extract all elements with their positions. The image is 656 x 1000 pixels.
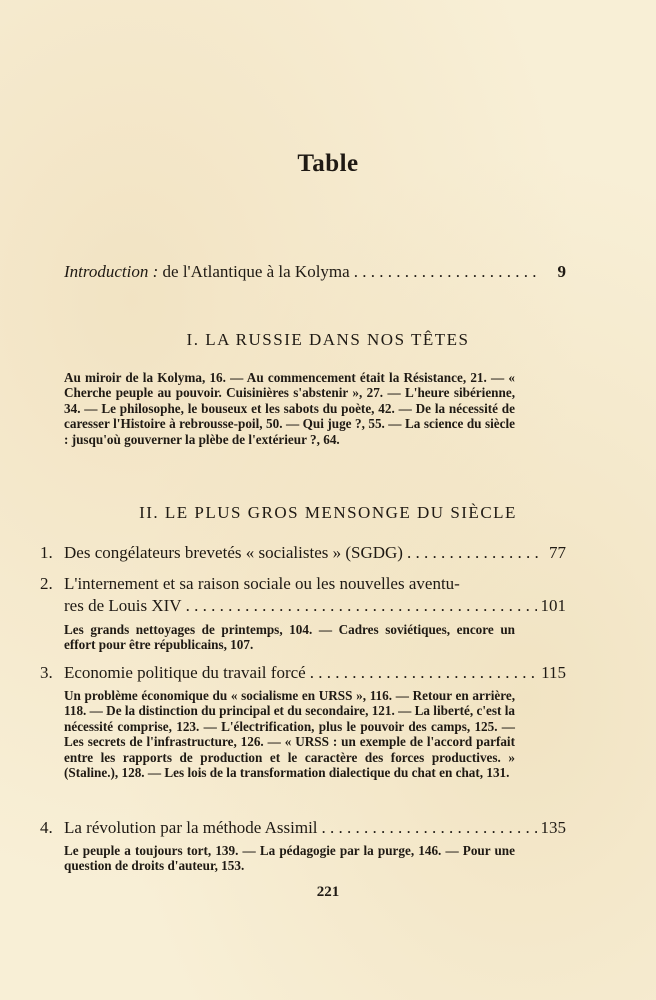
chapter-title: Economie politique du travail forcé bbox=[64, 663, 306, 682]
toc-entry-chapter-3 bbox=[40, 662, 566, 684]
chapter-4-summary: Le peuple a toujours tort, 139. — La pédagogie par la purge, 146. — Pour une question de droits d'auteur, 153. bbox=[64, 843, 515, 874]
part-1-heading: I. LA RUSSIE DANS NOS TÊTES bbox=[186, 330, 470, 349]
intro-label-italic: Introduction : bbox=[64, 262, 159, 281]
chapter-number: 4. bbox=[40, 818, 53, 837]
chapter-2-summary: Les grands nettoyages de printemps, 104. — Cadres soviétiques, encore un effort pour être républicains, 107. bbox=[64, 622, 515, 653]
toc-entry-chapter-1 bbox=[40, 542, 566, 564]
toc-entry-chapter-2 bbox=[40, 573, 566, 617]
chapter-number: 3. bbox=[40, 663, 53, 682]
page-number: 221 bbox=[316, 884, 340, 900]
chapter-page-number: 135 bbox=[540, 818, 566, 837]
intro-label: de l'Atlantique à la Kolyma bbox=[162, 262, 350, 281]
leader-dots bbox=[322, 817, 537, 839]
part-2-heading: II. LE PLUS GROS MENSONGE DU SIÈCLE bbox=[139, 503, 517, 522]
leader-dots bbox=[407, 542, 538, 564]
chapter-number: 1. bbox=[40, 543, 53, 562]
toc-entry-chapter-4 bbox=[40, 817, 566, 839]
chapter-title: Des congélateurs brevetés « socialistes » (SGDG) bbox=[64, 543, 403, 562]
chapter-title-line-1: L'internement et sa raison sociale ou les nouvelles aventu- bbox=[64, 574, 460, 593]
part-1-summary: Au miroir de la Kolyma, 16. — Au commencement était la Résistance, 21. — « Cherche peuple au pouvoir. Cuisinières s'abstenir », 27. — L'heure sibérienne, 34. — Le philosophe, le bouseux et les sabots du poète, 42. — De la nécessité de caresser l'Histoire à rebrousse-poil, 50. — Qui juge ?, 55. — La science du siècle : jusqu'où gouverner la plèbe de l'extérieur ?, 64. bbox=[64, 370, 515, 447]
page-title: Table bbox=[297, 150, 359, 177]
leader-dots bbox=[310, 662, 537, 684]
leader-dots bbox=[354, 262, 538, 282]
chapter-number: 2. bbox=[40, 574, 53, 593]
chapter-3-summary: Un problème économique du « socialisme en URSS », 116. — Retour en arrière, 118. — De la distinction du principal et du secondaire, 121. — La liberté, c'est la nécessité comprise, 123. — L'électrification, plus le pouvoir des camps, 125. — Les secrets de l'infrastructure, 126. — « URSS : un exemple de l'accord parfait entre les rapports de production et le caractère des forces productives. » (Staline.), 128. — Les lois de la transformation dialectique du chat en chat, 131. bbox=[64, 688, 515, 781]
leader-dots bbox=[186, 595, 537, 617]
toc-entry-introduction bbox=[64, 262, 566, 282]
intro-page-number: 9 bbox=[557, 262, 566, 281]
chapter-page-number: 77 bbox=[549, 543, 566, 562]
chapter-page-number: 101 bbox=[540, 596, 566, 615]
chapter-page-number: 115 bbox=[541, 663, 566, 682]
chapter-title-line-2: res de Louis XIV bbox=[64, 596, 182, 615]
chapter-title: La révolution par la méthode Assimil bbox=[64, 818, 318, 837]
